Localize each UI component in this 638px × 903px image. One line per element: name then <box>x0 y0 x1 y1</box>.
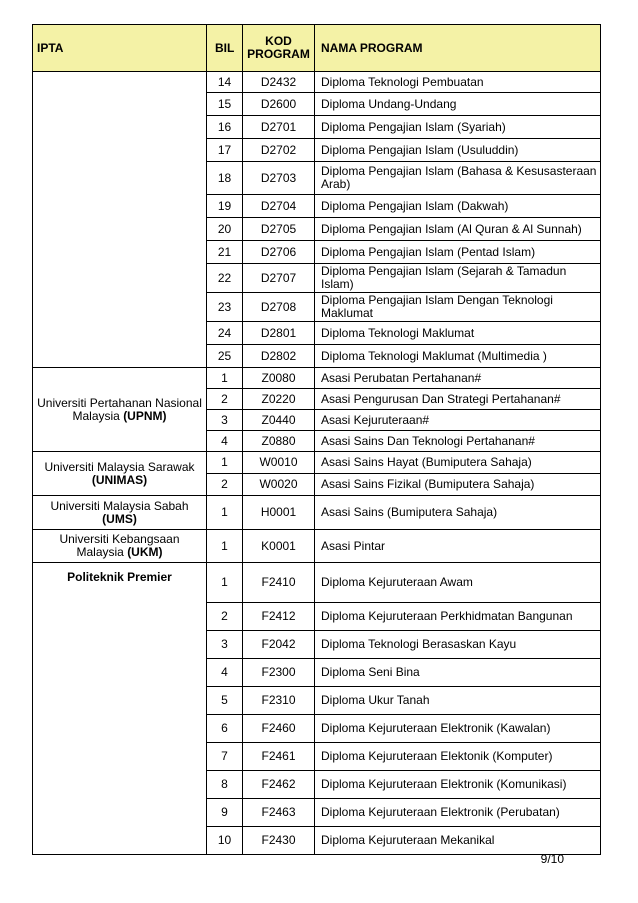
cell-nama: Diploma Kejuruteraan Awam <box>315 563 601 603</box>
header-ipta: IPTA <box>33 25 207 72</box>
ipta-cell <box>33 563 207 855</box>
cell-kod: D2432 <box>243 72 315 93</box>
cell-nama: Diploma Kejuruteraan Elektronik (Perubatan) <box>315 799 601 827</box>
cell-kod: D2802 <box>243 345 315 368</box>
table-row <box>33 72 601 93</box>
cell-bil: 21 <box>207 241 243 264</box>
cell-bil: 24 <box>207 322 243 345</box>
cell-kod: F2430 <box>243 827 315 855</box>
ipta-name: Universiti Malaysia Sarawak <box>44 459 195 474</box>
cell-bil: 17 <box>207 139 243 162</box>
cell-bil: 9 <box>207 799 243 827</box>
cell-nama: Diploma Teknologi Maklumat <box>315 322 601 345</box>
cell-nama: Asasi Sains (Bumiputera Sahaja) <box>315 496 601 530</box>
ipta-abbrev: (UKM) <box>127 545 163 559</box>
cell-kod: Z0440 <box>243 410 315 431</box>
table-body <box>33 72 601 855</box>
program-table-wrapper <box>32 24 600 855</box>
cell-nama: Diploma Ukur Tanah <box>315 687 601 715</box>
cell-bil: 20 <box>207 218 243 241</box>
cell-bil: 10 <box>207 827 243 855</box>
cell-nama: Asasi Perubatan Pertahanan# <box>315 368 601 389</box>
cell-kod: F2410 <box>243 563 315 603</box>
ipta-abbrev: Politeknik Premier <box>67 570 172 584</box>
cell-bil: 2 <box>207 603 243 631</box>
table-header-row <box>33 25 601 72</box>
ipta-cell <box>33 530 207 563</box>
cell-nama: Diploma Kejuruteraan Elektronik (Komunikasi) <box>315 771 601 799</box>
cell-nama: Asasi Kejuruteraan# <box>315 410 601 431</box>
header-nama-program: NAMA PROGRAM <box>315 25 601 72</box>
cell-nama: Diploma Teknologi Maklumat (Multimedia ) <box>315 345 601 368</box>
cell-bil: 5 <box>207 687 243 715</box>
ipta-abbrev: (UPNM) <box>123 408 167 423</box>
cell-bil: 1 <box>207 530 243 563</box>
cell-kod: F2462 <box>243 771 315 799</box>
cell-bil: 4 <box>207 659 243 687</box>
ipta-cell <box>33 452 207 496</box>
cell-kod: F2042 <box>243 631 315 659</box>
cell-bil: 15 <box>207 93 243 116</box>
cell-nama: Diploma Undang-Undang <box>315 93 601 116</box>
cell-nama: Diploma Kejuruteraan Elektonik (Komputer) <box>315 743 601 771</box>
cell-kod: D2704 <box>243 195 315 218</box>
cell-nama: Diploma Pengajian Islam Dengan Teknologi Maklumat <box>315 293 601 322</box>
cell-bil: 8 <box>207 771 243 799</box>
cell-nama: Diploma Kejuruteraan Perkhidmatan Bangunan <box>315 603 601 631</box>
cell-kod: W0020 <box>243 474 315 496</box>
table-row <box>33 530 601 563</box>
cell-kod: Z0880 <box>243 431 315 452</box>
table-row <box>33 368 601 389</box>
cell-bil: 19 <box>207 195 243 218</box>
cell-bil: 6 <box>207 715 243 743</box>
table-row <box>33 496 601 530</box>
cell-kod: K0001 <box>243 530 315 563</box>
header-bil: BIL <box>207 25 243 72</box>
cell-kod: Z0220 <box>243 389 315 410</box>
cell-bil: 16 <box>207 116 243 139</box>
cell-nama: Diploma Pengajian Islam (Sejarah & Tamadun Islam) <box>315 264 601 293</box>
cell-kod: D2707 <box>243 264 315 293</box>
table-row <box>33 563 601 603</box>
cell-nama: Diploma Kejuruteraan Mekanikal <box>315 827 601 855</box>
ipta-cell <box>33 72 207 368</box>
cell-kod: D2801 <box>243 322 315 345</box>
cell-kod: F2460 <box>243 715 315 743</box>
cell-nama: Diploma Teknologi Berasaskan Kayu <box>315 631 601 659</box>
cell-nama: Diploma Pengajian Islam (Bahasa & Kesusasteraan Arab) <box>315 162 601 195</box>
header-kod-program: KOD PROGRAM <box>243 25 315 72</box>
cell-bil: 14 <box>207 72 243 93</box>
ipta-abbrev: (UNIMAS) <box>91 472 148 487</box>
cell-nama: Asasi Sains Fizikal (Bumiputera Sahaja) <box>315 474 601 496</box>
cell-nama: Diploma Pengajian Islam (Pentad Islam) <box>315 241 601 264</box>
ipta-name: Universiti Malaysia Sabah <box>50 498 189 513</box>
cell-bil: 3 <box>207 410 243 431</box>
cell-nama: Diploma Pengajian Islam (Al Quran & Al Sunnah) <box>315 218 601 241</box>
program-table <box>32 24 601 855</box>
cell-nama: Diploma Teknologi Pembuatan <box>315 72 601 93</box>
table-row <box>33 452 601 474</box>
cell-nama: Asasi Sains Hayat (Bumiputera Sahaja) <box>315 452 601 474</box>
cell-bil: 2 <box>207 389 243 410</box>
cell-kod: W0010 <box>243 452 315 474</box>
cell-bil: 7 <box>207 743 243 771</box>
cell-kod: F2300 <box>243 659 315 687</box>
cell-nama: Diploma Pengajian Islam (Syariah) <box>315 116 601 139</box>
cell-kod: Z0080 <box>243 368 315 389</box>
cell-nama: Diploma Kejuruteraan Elektronik (Kawalan) <box>315 715 601 743</box>
page-number: 9/10 <box>540 852 564 866</box>
cell-kod: D2701 <box>243 116 315 139</box>
cell-kod: D2708 <box>243 293 315 322</box>
cell-kod: D2705 <box>243 218 315 241</box>
cell-kod: F2412 <box>243 603 315 631</box>
cell-bil: 1 <box>207 452 243 474</box>
cell-nama: Asasi Pintar <box>315 530 601 563</box>
cell-bil: 1 <box>207 496 243 530</box>
cell-bil: 22 <box>207 264 243 293</box>
cell-bil: 2 <box>207 474 243 496</box>
cell-bil: 4 <box>207 431 243 452</box>
cell-nama: Diploma Seni Bina <box>315 659 601 687</box>
ipta-cell <box>33 496 207 530</box>
cell-kod: D2702 <box>243 139 315 162</box>
cell-kod: F2463 <box>243 799 315 827</box>
cell-kod: F2461 <box>243 743 315 771</box>
ipta-abbrev: (UMS) <box>102 511 137 526</box>
cell-bil: 18 <box>207 162 243 195</box>
cell-kod: F2310 <box>243 687 315 715</box>
ipta-cell <box>33 368 207 452</box>
cell-bil: 23 <box>207 293 243 322</box>
cell-bil: 25 <box>207 345 243 368</box>
cell-nama: Diploma Pengajian Islam (Usuluddin) <box>315 139 601 162</box>
ipta-name: Universiti Pertahanan Nasional Malaysia <box>37 395 202 423</box>
ipta-name: Universiti Kebangsaan Malaysia <box>59 532 180 559</box>
cell-nama: Diploma Pengajian Islam (Dakwah) <box>315 195 601 218</box>
cell-bil: 1 <box>207 368 243 389</box>
cell-kod: D2703 <box>243 162 315 195</box>
cell-kod: D2706 <box>243 241 315 264</box>
cell-kod: H0001 <box>243 496 315 530</box>
cell-bil: 3 <box>207 631 243 659</box>
cell-kod: D2600 <box>243 93 315 116</box>
cell-nama: Asasi Pengurusan Dan Strategi Pertahanan# <box>315 389 601 410</box>
cell-bil: 1 <box>207 563 243 603</box>
cell-nama: Asasi Sains Dan Teknologi Pertahanan# <box>315 431 601 452</box>
